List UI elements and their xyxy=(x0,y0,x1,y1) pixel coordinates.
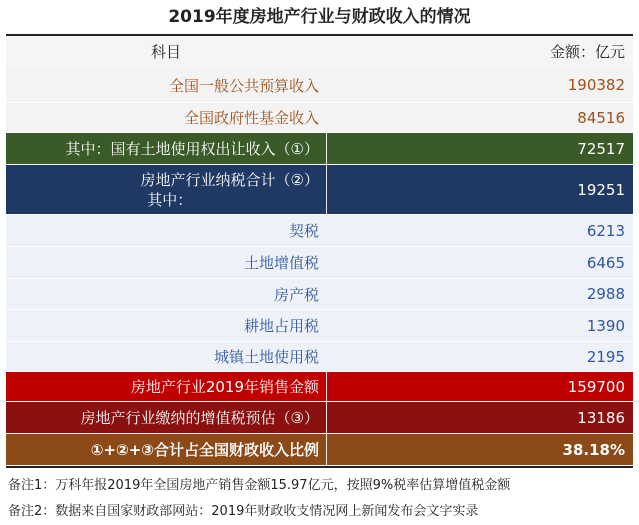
row-value: 1390 xyxy=(586,316,625,335)
column-divider xyxy=(326,434,327,465)
table-row xyxy=(6,434,633,466)
row-value: 6213 xyxy=(586,221,625,240)
row-label: 房地产行业缴纳的增值税预估（③） xyxy=(80,409,319,427)
row-label: 契税 xyxy=(288,222,319,240)
table-row xyxy=(6,103,633,133)
row-value: 6465 xyxy=(586,253,625,272)
table-row xyxy=(6,165,633,215)
row-label: 城镇土地使用税 xyxy=(213,348,319,366)
row-value: 72517 xyxy=(577,139,625,158)
table-row xyxy=(6,279,633,310)
table-row xyxy=(6,372,633,402)
row-label: 房产税 xyxy=(273,285,319,304)
row-value: 190382 xyxy=(567,76,625,94)
row-sublabel: 其中： xyxy=(147,190,193,209)
header-subject: 科目 xyxy=(150,43,181,61)
row-label-group xyxy=(141,165,319,214)
row-value: 2988 xyxy=(586,285,625,303)
table-row xyxy=(6,215,633,247)
row-value: 38.18% xyxy=(562,440,625,459)
column-divider xyxy=(326,402,327,433)
row-label: ①+②+③合计占全国财政收入比例 xyxy=(90,441,319,459)
row-label: 房地产行业2019年销售金额 xyxy=(130,378,319,396)
table-row xyxy=(6,247,633,279)
row-label: 全国一般公共预算收入 xyxy=(168,76,319,95)
row-label: 房地产行业纳税合计（②） xyxy=(140,170,319,189)
footnote-2: 备注2：数据来自国家财政部网站：2019年财政收支情况网上新闻发布会文字实录 xyxy=(8,504,479,519)
row-value: 19251 xyxy=(577,180,625,199)
table-header xyxy=(6,36,633,68)
table-row xyxy=(6,342,633,372)
row-label: 土地增值税 xyxy=(243,254,319,272)
table-title: 2019年度房地产行业与财政收入的情况 xyxy=(168,7,471,27)
row-label: 耕地占用税 xyxy=(243,317,319,335)
row-value: 13186 xyxy=(577,408,625,427)
table-row xyxy=(6,133,633,165)
row-value: 2195 xyxy=(586,347,625,366)
column-divider xyxy=(326,372,327,401)
row-value: 159700 xyxy=(567,377,625,396)
row-value: 84516 xyxy=(577,108,625,127)
row-label: 其中：国有土地使用权出让收入（①） xyxy=(65,140,319,158)
table-row xyxy=(6,310,633,342)
column-divider xyxy=(326,133,327,164)
header-amount: 金额：亿元 xyxy=(549,43,625,61)
column-divider xyxy=(326,165,327,214)
bottom-rule xyxy=(6,466,633,468)
footnote-1: 备注1：万科年报2019年全国房地产销售金额15.97亿元，按照9%税率估算增值税金额 xyxy=(8,478,511,493)
table-row xyxy=(6,402,633,434)
row-label: 全国政府性基金收入 xyxy=(183,109,319,127)
table-row xyxy=(6,68,633,103)
